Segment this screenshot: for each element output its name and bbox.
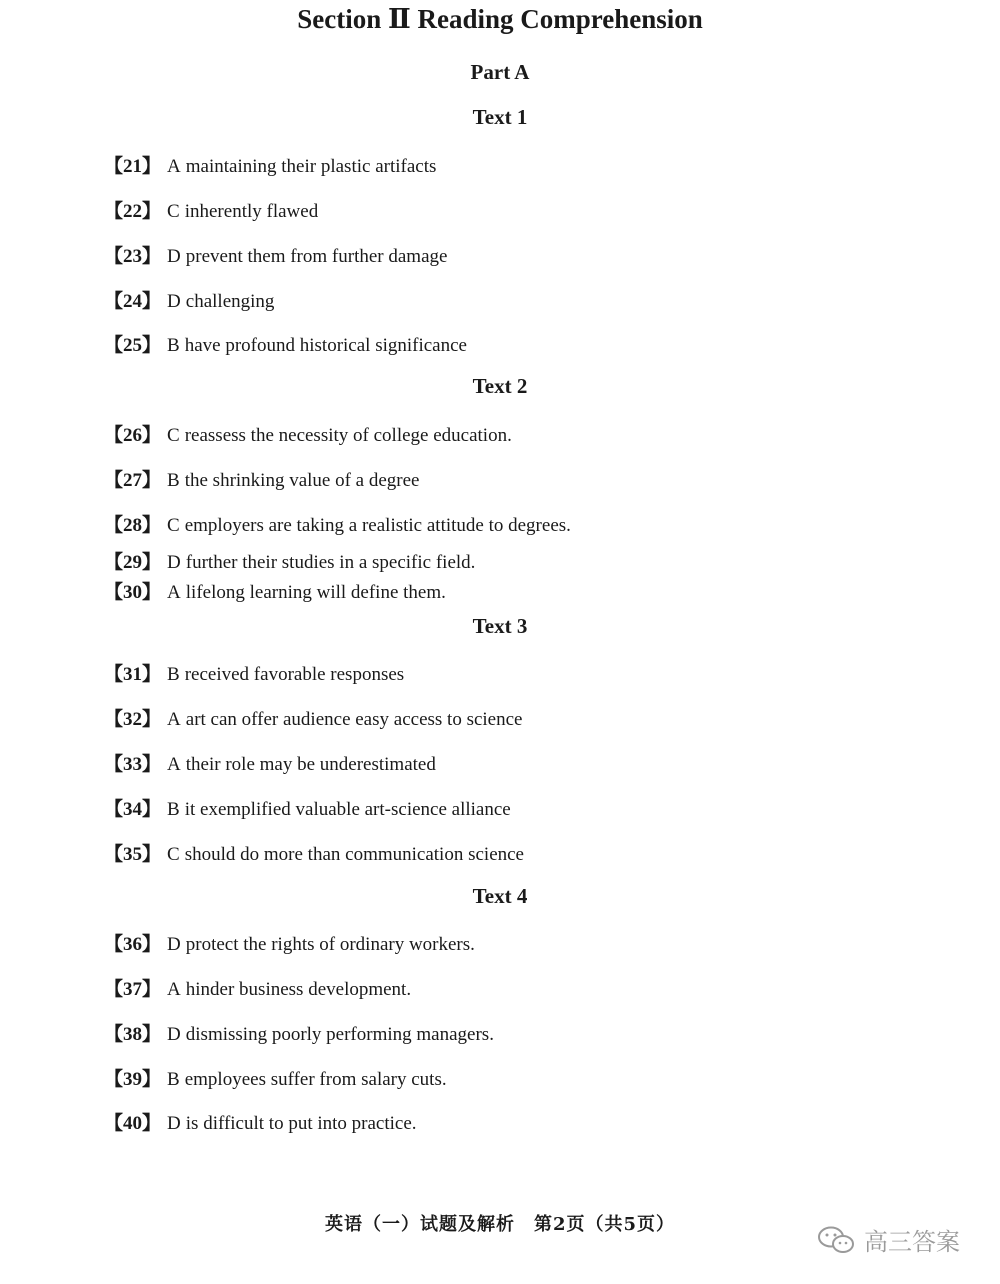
answer-choice: B xyxy=(167,335,180,356)
answer-text: maintaining their plastic artifacts xyxy=(185,156,437,177)
part-title: Part A xyxy=(470,60,530,84)
answer-text: received favorable responses xyxy=(184,664,405,685)
question-number: 【23】 xyxy=(104,246,162,267)
answer-item xyxy=(104,420,512,447)
answer-item xyxy=(104,1019,494,1046)
question-number: 【29】 xyxy=(104,552,162,573)
answer-item xyxy=(104,749,436,776)
question-number: 【32】 xyxy=(104,709,162,730)
text-heading: Text 3 xyxy=(472,614,528,638)
answer-text: reassess the necessity of college education. xyxy=(184,425,512,446)
section-title: Section Ⅱ Reading Comprehension xyxy=(297,4,703,34)
answer-text: hinder business development. xyxy=(185,979,412,1000)
answer-text: their role may be underestimated xyxy=(185,754,436,775)
answer-item xyxy=(104,330,467,357)
answer-text: protect the rights of ordinary workers. xyxy=(185,934,475,955)
answer-text: art can offer audience easy access to science xyxy=(185,709,523,730)
answer-item xyxy=(104,794,511,821)
answer-choice: A xyxy=(167,709,181,730)
answer-item xyxy=(104,577,446,604)
text-heading: Text 2 xyxy=(472,374,528,398)
answer-item xyxy=(104,839,524,866)
answer-text: challenging xyxy=(185,291,275,312)
wechat-icon xyxy=(816,1225,856,1255)
answer-text: dismissing poorly performing managers. xyxy=(185,1024,494,1045)
answer-text: employees suffer from salary cuts. xyxy=(184,1069,447,1090)
answer-item xyxy=(104,547,475,574)
question-number: 【27】 xyxy=(104,470,162,491)
question-number: 【25】 xyxy=(104,335,162,356)
question-number: 【31】 xyxy=(104,664,162,685)
answer-item xyxy=(104,196,318,223)
answer-item xyxy=(104,241,447,268)
answer-choice: B xyxy=(167,799,180,820)
answer-text: it exemplified valuable art-science alliance xyxy=(184,799,511,820)
answer-text: have profound historical significance xyxy=(184,335,467,356)
answer-item xyxy=(104,704,522,731)
answer-choice: C xyxy=(167,201,180,222)
question-number: 【33】 xyxy=(104,754,162,775)
answer-text: employers are taking a realistic attitude to degrees. xyxy=(184,515,571,536)
answer-item xyxy=(104,1064,447,1091)
answer-choice: D xyxy=(167,934,181,955)
answer-item xyxy=(104,465,420,492)
question-number: 【35】 xyxy=(104,844,162,865)
question-number: 【34】 xyxy=(104,799,162,820)
question-number: 【28】 xyxy=(104,515,162,536)
answer-text: should do more than communication science xyxy=(184,844,524,865)
answer-choice: D xyxy=(167,1024,181,1045)
watermark-label: 高三答案 xyxy=(864,1228,960,1256)
answer-item xyxy=(104,929,475,956)
question-number: 【24】 xyxy=(104,291,162,312)
answer-item xyxy=(104,510,571,537)
answer-text: inherently flawed xyxy=(184,201,319,222)
question-number: 【21】 xyxy=(104,156,162,177)
question-number: 【38】 xyxy=(104,1024,162,1045)
question-number: 【37】 xyxy=(104,979,162,1000)
answer-choice: D xyxy=(167,1113,181,1134)
answer-choice: C xyxy=(167,425,180,446)
answer-choice: A xyxy=(167,582,181,603)
answer-choice: B xyxy=(167,664,180,685)
question-number: 【26】 xyxy=(104,425,162,446)
answer-text: prevent them from further damage xyxy=(185,246,448,267)
answer-choice: D xyxy=(167,246,181,267)
answer-choice: A xyxy=(167,156,181,177)
question-number: 【22】 xyxy=(104,201,162,222)
answer-item xyxy=(104,151,436,178)
answer-item xyxy=(104,659,404,686)
answer-choice: A xyxy=(167,754,181,775)
answer-choice: B xyxy=(167,470,180,491)
answer-item xyxy=(104,974,411,1001)
answer-text: lifelong learning will define them. xyxy=(185,582,446,603)
question-number: 【39】 xyxy=(104,1069,162,1090)
answer-choice: B xyxy=(167,1069,180,1090)
answer-text: further their studies in a specific field. xyxy=(185,552,476,573)
answer-choice: A xyxy=(167,979,181,1000)
answer-choice: D xyxy=(167,552,181,573)
answer-text: the shrinking value of a degree xyxy=(184,470,420,491)
question-number: 【36】 xyxy=(104,934,162,955)
answer-item xyxy=(104,286,274,313)
answer-choice: C xyxy=(167,844,180,865)
question-number: 【30】 xyxy=(104,582,162,603)
page-footer: 英语（一）试题及解析 第2页（共5页） xyxy=(324,1214,676,1235)
text-heading: Text 1 xyxy=(472,105,528,129)
answer-item xyxy=(104,1108,417,1135)
text-heading: Text 4 xyxy=(472,884,528,908)
answer-choice: D xyxy=(167,291,181,312)
answer-text: is difficult to put into practice. xyxy=(185,1113,417,1134)
watermark xyxy=(816,1222,960,1257)
answer-choice: C xyxy=(167,515,180,536)
question-number: 【40】 xyxy=(104,1113,162,1134)
